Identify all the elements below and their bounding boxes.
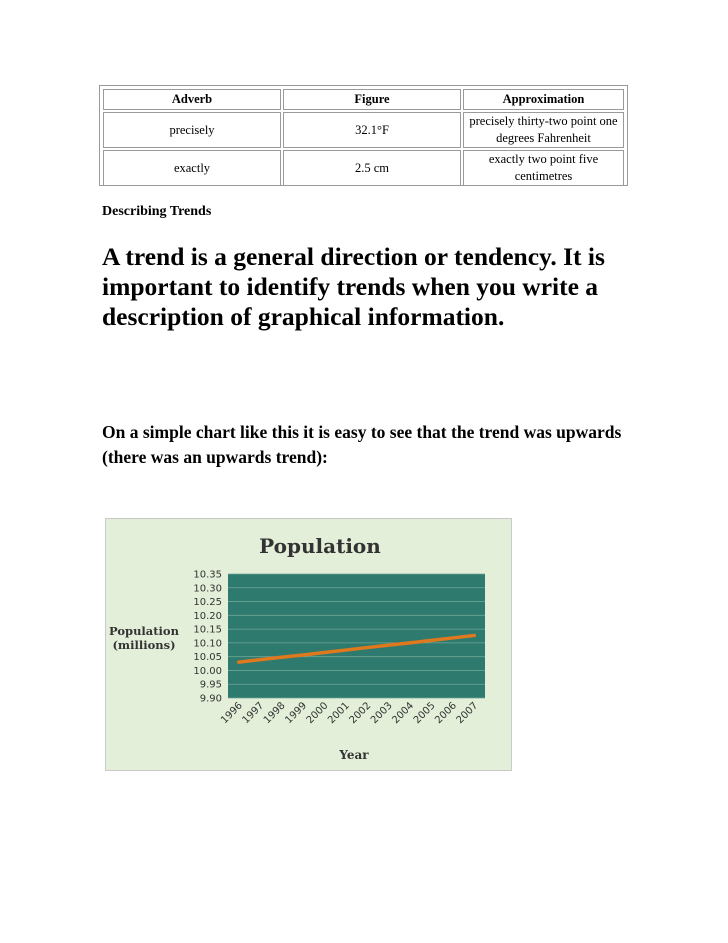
x-tick-label: 2006 xyxy=(433,700,459,727)
chart-svg xyxy=(105,518,512,771)
x-tick-label: 2007 xyxy=(454,700,481,727)
population-chart xyxy=(105,518,512,771)
chart-title: Population xyxy=(259,534,381,558)
x-tick-label: 2003 xyxy=(368,700,395,727)
y-tick-label: 10.00 xyxy=(193,665,222,677)
x-tick-label: 1997 xyxy=(240,700,267,727)
y-tick-label: 10.25 xyxy=(193,597,222,609)
y-tick-label: 9.90 xyxy=(199,693,222,705)
x-axis-label: Year xyxy=(339,748,369,762)
y-tick-label: 10.35 xyxy=(193,569,222,581)
x-tick-label: 2000 xyxy=(304,700,331,727)
plot-area xyxy=(228,574,485,698)
adverb-table-frame xyxy=(99,85,628,186)
x-tick-label: 1999 xyxy=(283,700,310,727)
body-paragraph: On a simple chart like this it is easy to see that the trend was upwards (there was an upwards trend): xyxy=(102,422,622,467)
headline-text: A trend is a general direction or tendency. It is important to identify trends when you write a description of graphical information. xyxy=(102,242,605,331)
x-tick-label: 2002 xyxy=(347,700,374,727)
y-tick-label: 10.20 xyxy=(193,610,222,622)
cell-adverb: exactly xyxy=(103,150,281,186)
table-header-row xyxy=(103,89,624,110)
table-row xyxy=(103,150,624,186)
cell-figure: 2.5 cm xyxy=(283,150,461,186)
section-heading: Describing Trends xyxy=(102,204,212,219)
x-tick-label: 1996 xyxy=(219,700,245,727)
y-tick-label: 9.95 xyxy=(199,679,222,691)
cell-approximation: exactly two point five centimetres xyxy=(463,150,624,186)
x-tick-label: 1998 xyxy=(261,700,288,727)
x-tick-label: 2001 xyxy=(326,700,352,727)
cell-figure: 32.1°F xyxy=(283,112,461,148)
y-tick-label: 10.30 xyxy=(193,583,222,595)
y-tick-label: 10.05 xyxy=(193,652,222,664)
cell-approximation: precisely thirty-two point one degrees Fahrenheit xyxy=(463,112,624,148)
y-tick-label: 10.10 xyxy=(193,638,222,650)
table-row xyxy=(103,112,624,148)
header-figure: Figure xyxy=(283,89,461,110)
cell-adverb: precisely xyxy=(103,112,281,148)
y-tick-label: 10.15 xyxy=(193,624,222,636)
header-adverb: Adverb xyxy=(103,89,281,110)
x-tick-label: 2005 xyxy=(411,700,438,727)
y-axis-label-line2: (millions) xyxy=(112,638,176,652)
x-tick-label: 2004 xyxy=(390,700,417,727)
y-axis-label-line1: Population xyxy=(109,624,179,638)
header-approximation: Approximation xyxy=(463,89,624,110)
adverb-table xyxy=(101,87,626,188)
